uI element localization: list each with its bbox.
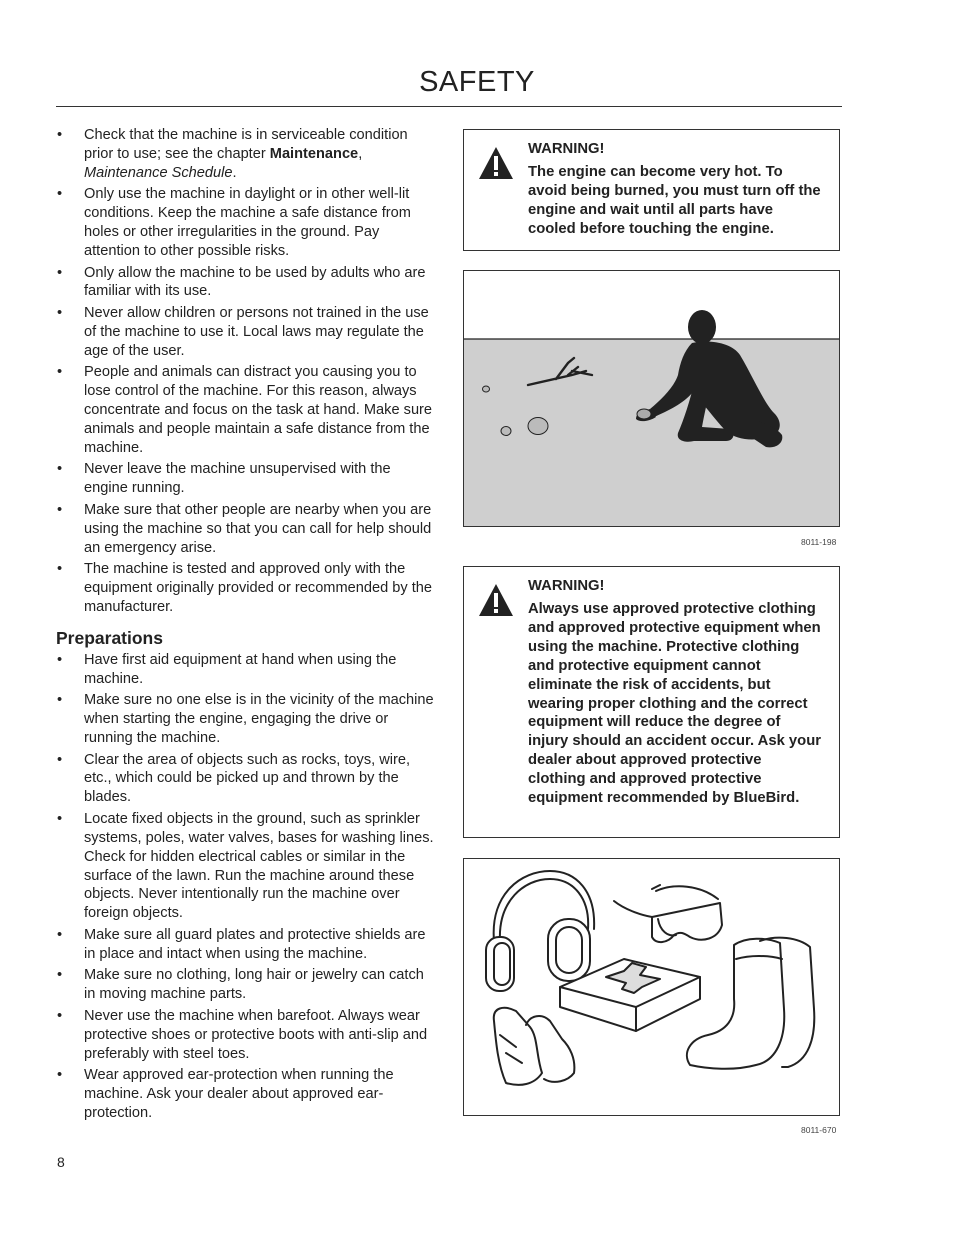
warning-heading: WARNING! [528,141,605,157]
list-item: • Make sure that other people are nearby when you are using the machine so that you can call for help should an emergency arise. [57,501,432,556]
list-item: • The machine is tested and approved only with the equipment originally provided or recommended by the manufacturer. [57,561,433,615]
warning-heading: WARNING! [528,578,605,594]
list-item: • Make sure no one else is in the vicinity of the machine when starting the engine, engaging the drive or running the machine. [57,692,434,747]
boots-icon [687,938,814,1069]
preparations-heading: Preparations [56,627,163,648]
preparations-list [56,651,436,1123]
page-number: 8 [57,1154,65,1170]
warning-triangle-icon [478,583,514,617]
safety-bullet-list [56,126,436,617]
maintenance-schedule-ref: Maintenance Schedule [84,164,233,181]
safety-glasses-icon [614,885,722,942]
list-item: • Locate fixed objects in the ground, such as sprinkler systems, poles, water valves, bases for washing lines. Check for hidden electrical cables or similar in the surface of the lawn. Run the machine around these objects. Never intentionally run the machine over foreign objects. [57,810,434,922]
ear-muffs-icon [486,871,594,991]
list-item: • Check that the machine is in serviceable condition prior to use; see the chapter Maintenance, Maintenance Schedule. [57,127,408,181]
figure-code: 8011-670 [801,1125,837,1135]
list-item: • Make sure all guard plates and protective shields are in place and intact when using the machine. [57,926,426,962]
person-clearing-rocks-illustration [464,271,840,527]
figure-protective-equipment [463,858,840,1116]
list-item: • Never leave the machine unsupervised with the engine running. [57,461,391,497]
list-item: • Only allow the machine to be used by adults who are familiar with its use. [57,264,426,300]
warning-box-protective-clothing [463,566,840,838]
gloves-icon [494,1008,575,1085]
list-item: • Clear the area of objects such as rocks, toys, wire, etc., which could be picked up and thrown by the blades. [57,751,411,806]
title-rule [56,106,842,107]
maintenance-ref: Maintenance [269,145,359,162]
warning-box-hot-engine [463,129,840,251]
list-item: • Make sure no clothing, long hair or jewelry can catch in moving machine parts. [57,967,424,1003]
list-item: • Only use the machine in daylight or in other well-lit conditions. Keep the machine a safe distance from holes or other irregularities in the ground. Pay attention to other possible risks. [57,186,411,260]
list-item: • People and animals can distract you causing you to lose control of the machine. For this reason, always concentrate and focus on the task at hand. Make sure animals and people maintain a safe distance from the machine. [57,364,433,456]
list-item: • Never allow children or persons not trained in the use of the machine to use it. Local laws may regulate the age of the user. [57,304,429,359]
list-item: • Never use the machine when barefoot. Always wear protective shoes or protective boots with anti-slip and preferably with steel toes. [57,1007,428,1062]
left-column [56,126,436,1125]
list-item: • Wear approved ear-protection when running the machine. Ask your dealer about approved ear-protection. [57,1067,394,1121]
page-title: SAFETY [419,66,535,98]
figure-code: 8011-198 [801,537,837,547]
warning-text: The engine can become very hot. To avoid being burned, you must turn off the engine and wait until all parts have cooled before touching the engine. [528,164,821,237]
warning-triangle-icon [478,146,514,180]
figure-clear-objects [463,270,840,527]
list-item: • Have first aid equipment at hand when using the machine. [57,651,397,687]
protective-equipment-illustration [464,859,840,1116]
warning-text: Always use approved protective clothing and approved protective equipment when using the machine. Protective clothing and protective equipment cannot eliminate the risk of accidents, but wearing proper clothing and the correct equipment will reduce the degree of injury should an accident occur. Ask your dealer about approved protective clothing and approved protective equipment recommended by BlueBird. [528,601,821,807]
